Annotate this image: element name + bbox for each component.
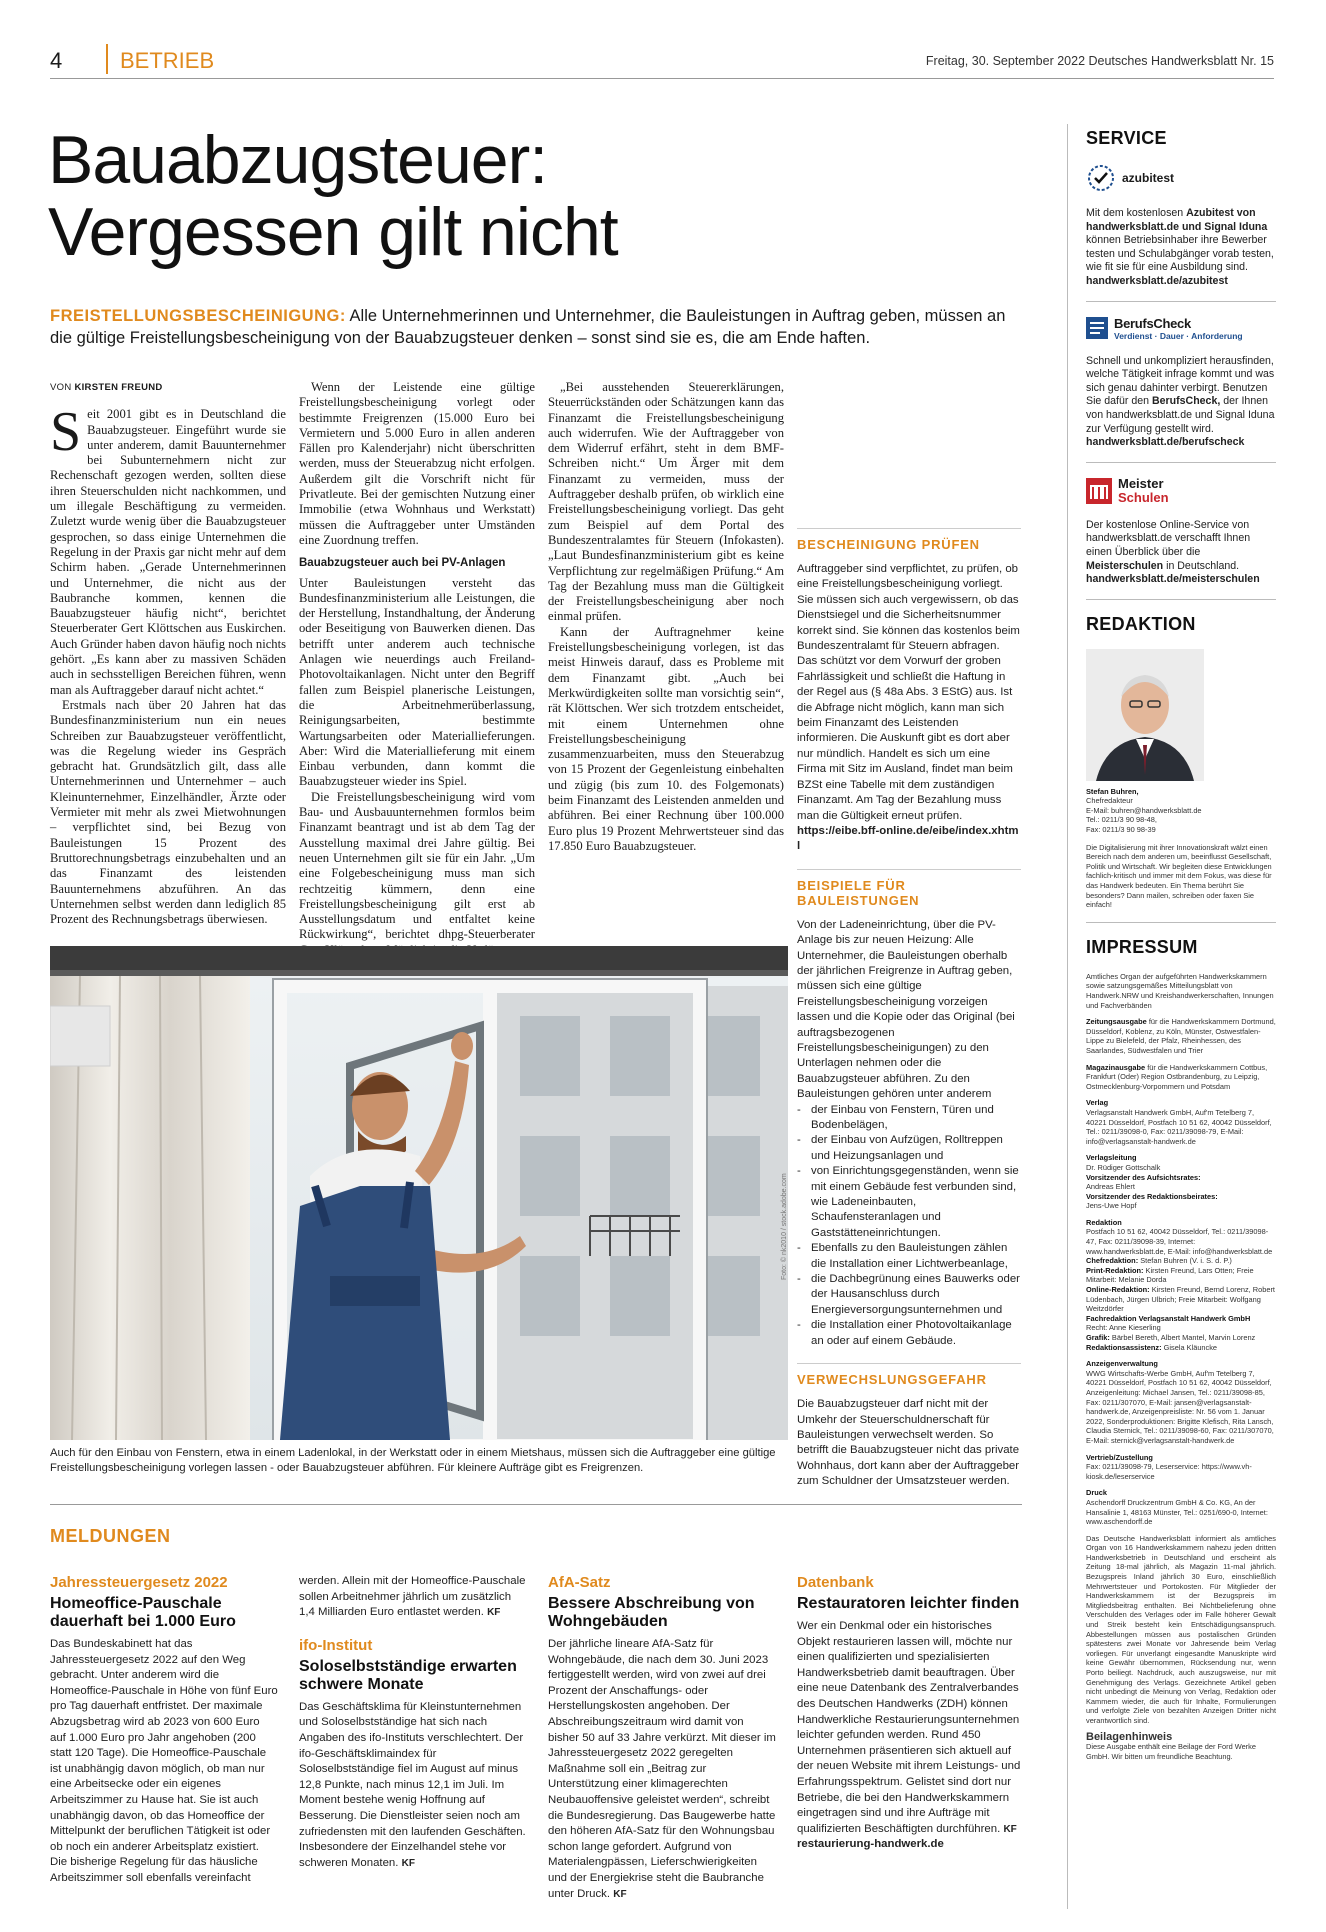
imp-value: Bärbel Bereth, Albert Mantel, Marvin Lorenz <box>1111 1333 1256 1342</box>
meister-post: in Deutschland. <box>1166 559 1240 572</box>
imp-value: Gisela Kläuncke <box>1163 1342 1218 1352</box>
imp-redaktion <box>1086 1218 1276 1352</box>
list-item: - von Einrichtungsgegenständen, wenn sie mit einem Gebäude fest verbunden sind, wie Ladeneinbauten, Schaufensteranlagen und Gaststätteneinrichtungen. <box>797 1164 1021 1241</box>
box-verwechslung-title: VERWECHSLUNGSGEFAHR <box>797 1363 1021 1387</box>
meldung-kicker: Datenbank <box>797 1574 874 1591</box>
imp-label: Online-Redaktion: <box>1086 1285 1150 1295</box>
paragraph-5: Die Freistellungsbescheinigung wird vom Bau- und Ausbauunternehmen formlos beim Finanzamt beantragt und ist ab dem Tag der Ausstellung maximal drei Jahre gültig. Bei neuen Unternehmen gilt sie für ein Jahr. „Um eine Folgebescheinigung muss man sich rechtzeitig kümmern, denn eine Freistellungsbescheinigung gilt erst ab Ausstellungsdatum und entfaltet keine Rückwirkung“, berichtet dhpg-Steuerberater <box>299 789 535 942</box>
impressum-heading: IMPRESSUM <box>1086 936 1198 957</box>
berufscheck-bold: BerufsCheck, <box>1151 395 1221 408</box>
lead-text: Alle Unternehmerinnen und Unternehmer, die Bauleistungen in Auftrag geben, müssen an die gültige Freistellungsbescheinigung von der Bauabzugsteuer denken – sonst sind sie es, die am Ende haften. <box>50 307 1006 347</box>
imp-leitung <box>1086 1153 1276 1211</box>
sidebar-rule <box>1086 301 1276 302</box>
paragraph-4: Unter Bauleistungen versteht das Bundesfinanzministerium alle Leistungen, die der Herstellung, Instandhaltung, der Änderung oder Beseitigung von Bauwerken dienen. Das betrifft unter anderem auch technische Anlagen wie neuerdings auch Freiland-Photovoltaikanlagen. Nicht unter den Begriff fallen zum Beispiel planerische Leistungen, die Arbeitnehmerüberlassung, Reinigungsarbeiten, bestimmte Wartungsarbeiten oder Materiallieferungen. Aber: Wird die Materiallieferung mit einem Einbau verbunden, dann kommt die Bauabzugsteuer wieder ins Spiel. <box>299 575 535 789</box>
imp-verlag <box>1086 1098 1276 1146</box>
meldung-continuation <box>299 1574 527 1621</box>
photo-credit: Foto: © nk2010 / stock.adobe.com <box>781 1173 788 1280</box>
headline-line-2: Vergessen gilt nicht <box>48 194 618 270</box>
imp-label: Zeitungsausgabe <box>1086 1017 1147 1027</box>
azubitest-post: können Betriebsinhaber ihre Bewerber testen und Schulabgänger vorab testen, wie fit sie für eine Ausbildung sind. <box>1086 234 1274 274</box>
imp-magazin <box>1086 1063 1276 1092</box>
box-bescheinigung-text: Auftraggeber sind verpflichtet, zu prüfen, ob eine Freistellungsbescheinigung vorliegt. Sie müssen sich auch vergewissern, ob das Dienstsiegel und die Sicherheitsnummer korrekt sind. Sie können das kostenlos beim Bundeszentralamt für Steuern abfragen. Das schützt vor dem Vorwurf der groben Fahrlässigkeit und schließt die Haftung in der Regel aus (§ 48a Abs. 3 EStG) aus. Ist die Abfrage nicht möglich, kann man sich beim Finanzamt des Leistenden informieren. Die Auskunft gibt es dort aber nur mündlich. Handelt es sich um eine Firma mit Sitz im Ausland, findet man beim BZSt eine Tabelle mit dem zuständigen Finanzamt. Am Tag der Bezahlung muss man die Gültigkeit erneut prüfen. <box>797 563 1020 822</box>
berufscheck-logo-text: BerufsCheck <box>1114 315 1191 331</box>
page-number: 4 <box>50 48 63 73</box>
imp-label: Fachredaktion Verlagsanstalt Handwerk GmbH <box>1086 1313 1251 1323</box>
service-heading: SERVICE <box>1086 128 1167 148</box>
box-bescheinigung-title: BESCHEINIGUNG PRÜFEN <box>797 528 1021 552</box>
meldung-body: Der jährliche lineare AfA-Satz für Wohngebäude, die nach dem 30. Juni 2023 fertiggestellt werden, wird von zwei auf drei Prozent der Anschaffungs- oder Herstellungskosten angehoben. Der Abschreibungszeitraum wird damit von bisher 50 auf 33 Jahre verkürzt. Mit dieser im Jahressteuergesetz 2022 geregelten Maßnahme soll ein „Beitrag zur Unterstützung einer klimagerechten Neubauoffensive geleistet werden“, schreibt die Bundesregierung. Das Baugewerbe hatte den höheren AfA-Satz für den Wohnungsbau schon lange gefordert. Aufgrund von Materialengpässen, Lieferschwierigkeiten und der Energiekrise steht die Baubranche unter Druck. <box>548 1638 776 1900</box>
paragraph-2: Erstmals nach über 20 Jahren hat das Bundesfinanzministerium nun ein neues Schreiben zur Bauabzugsteuer veröffentlicht, was die Regelung wieder ins Gespräch gebracht hat. Grundsätzlich gilt, dass alle Unternehmerinnen und Unternehmer – auch Kleinunternehmer, Einzelhändler, Ärzte oder Vermieter mit mehr als zwei Mietwohnungen – verpflichtet sind, bei Bezug von Bauleistungen 15 Prozent des Bruttorechnungsbetrags einzubehalten und an das Finanzamt des leistenden Bauunternehmens abzuführen. An das Unternehmen selbst werden dann lediglich 85 Prozent des Rechnungsbetrags überwiesen. <box>50 697 286 927</box>
imp-value: WWG Wirtschafts-Werbe GmbH, Auf'm Tetelberg 7, 40221 Düsseldorf, Postfach 10 51 62, 40042 Düsseldorf, Anzeigenleitung: Michael Jansen, Tel.: 0211/39098-85, Fax: 0211/307070, E-Mail: jansen@verlagsanstalt-handwerk.de, Anzeigenpreisliste: Nr. 56 vom 1. Januar 2022, Sonderproduktionen: Brigitte Klefisch, Rita Lansch, Claudia Sternick, Tel.: 0211/39098-60, Fax: 0211/307070, E-Mail: sternick@verlagsanstalt-handwerk.de <box>1086 1368 1274 1445</box>
beilagen-text: Diese Ausgabe enthält eine Beilage der Ford Werke GmbH. Wir bitten um freundliche Beachtung. <box>1086 1742 1256 1761</box>
imp-label: Verlagsleitung <box>1086 1153 1137 1163</box>
azubitest-logo <box>1086 163 1276 193</box>
author-tag: KF <box>613 1888 627 1900</box>
imp-value: Andreas Ehlert <box>1086 1182 1135 1192</box>
imp-value: Verlagsanstalt Handwerk GmbH, Auf'm Tetelberg 7, 40221 Düsseldorf, Postfach 10 51 62, 40042 Düsseldorf, Tel.: 0211/39098-0, Fax: 0211/39098-79, E-Mail: info@verlagsanstalt-handwerk.de <box>1086 1107 1272 1146</box>
meldung-body: Das Geschäftsklima für Kleinstunternehmen und Soloselbstständige hat sich nach Angaben des ifo-Instituts verschlechtert. Der ifo-Geschäftsklimaindex für Soloselbstständige fiel im August auf minus 12,8 Punkte, nach minus 12,1 im Juli. Im Moment bestehe wenig Hoffnung auf Besserung. Die Dienstleister seien noch am zufriedensten mit den laufenden Geschäften. Insbesondere der Einzelhandel stehe vor schweren Monaten. <box>299 1700 526 1869</box>
meisterschulen-icon <box>1086 478 1112 504</box>
sidebar-rule <box>1086 922 1276 923</box>
imp-anzeigen <box>1086 1359 1276 1445</box>
imp-druck <box>1086 1488 1276 1526</box>
meldung-title: Homeoffice-Pauschale dauerhaft bei 1.000 Euro <box>50 1595 236 1630</box>
meldung-text <box>797 1619 1025 1853</box>
box-verwechslung-text: Die Bauabzugsteuer darf nicht mit der Umkehr der Steuerschuldnerschaft für Bauleistungen verwechselt werden. So betrifft die Bauabzugsteuer nicht das private Wohnhaus, dort kann aber der Auftraggeber zum Schuldner der Umsatzsteuer werden. <box>797 1398 1020 1488</box>
meisterschulen-link[interactable]: handwerksblatt.de/meisterschulen <box>1086 573 1260 586</box>
meister-logo-1: Meister <box>1118 475 1164 491</box>
azubitest-text <box>1086 207 1276 289</box>
restaurierung-link[interactable]: restaurierung-handwerk.de <box>797 1838 944 1851</box>
article-column-3 <box>548 380 784 854</box>
imp-value: für die Handwerkskammern Dortmund, Düsseldorf, Koblenz, zu Köln, Münster, Ostwestfalen-Lippe zu Bielefeld, der Pfalz, Rheinhessen, des Saarlandes, Südwestfalen und Trier <box>1086 1017 1276 1055</box>
imp-label: Vorsitzender des Redaktionsbeirates: <box>1086 1191 1218 1201</box>
imp-value: Recht: Anne Kieserling <box>1086 1323 1161 1333</box>
editor-contact <box>1086 787 1276 910</box>
imp-label: Vorsitzender des Aufsichtsrates: <box>1086 1172 1201 1182</box>
box-beispiele <box>797 918 1021 1349</box>
meldung-body: Wer ein Denkmal oder ein historisches Objekt restaurieren lassen will, möchte nur einen qualifizierten und spezialisierten Handwerksbetrieb damit beauftragen. Über eine neue Datenbank des Zentralverbandes des Deutschen Handwerks (ZDH) können Handwerkliche Restaurierungsunternehmen leichter gefunden werden. Rund 450 Unternehmen präsentieren sich aktuell auf der neuen Website mit ihrem Leistungs- und Erfahrungsspektrum. Gelistet sind dort nur Betriebe, die bei den Handwerkskammern eingetragen sind und ihre Aufträge mit qualifizierten Beschäftigten durchführen. <box>797 1620 1021 1835</box>
imp-outro: Das Deutsche Handwerksblatt informiert als amtliches Organ von 16 Handwerkskammern nahezu jeden dritten Handwerksbetrieb in Deutschland und erscheint als Zeitung 18-mal jährlich, als Magazin 11-mal jährlich. Bezugspreis Inland jährlich 30 Euro, einschließlich Mehrwertsteuer und Portokosten. Für Mitglieder der Handwerkskammern ist der Bezugspreis im Mitgliedsbeitrag enthalten. Bei Nichtbelieferung ohne Verschulden des Verlages oder im Falle höherer Gewalt und Streik besteht kein Entschädigungsanspruch. Abbestellungen müssen aus postalischen Gründen spätestens zwei Monate vor Jahresende beim Verlag vorliegen. Für unverlangt eingesandte Manuskripte wird keine Gewähr übernommen, Rücksendung nur, wenn Porto beiliegt. Nachdruck, auch auszugsweise, nur mit Genehmigung des Verlags. Gezeichnete Artikel geben nicht unbedingt die Meinung von Verlag, Redaktion oder Kammern wieder, die auch für Inhalte, Formulierungen und verfolgte Ziele von bezahlten Anzeigen Dritter nicht verantwortlich sind. <box>1086 1533 1276 1725</box>
meldung-text <box>548 1637 776 1902</box>
header-divider <box>106 44 108 74</box>
imp-value: Kirsten Freund, Lars Otten; Freie Mitarbeit: Melanie Dorda <box>1086 1265 1254 1285</box>
meisterschulen-logo <box>1086 477 1276 505</box>
headline <box>48 124 1028 268</box>
lead-kicker: FREISTELLUNGSBESCHEINIGUNG: <box>50 307 346 325</box>
imp-label: Magazinausgabe <box>1086 1062 1146 1072</box>
meister-pre: Der kostenlose Online-Service von handwerksblatt.de verschafft Ihnen einen Überblick über die <box>1086 518 1251 558</box>
azubitest-bold: Azubitest von handwerksblatt.de und Signal Iduna <box>1086 207 1268 233</box>
paragraph-1 <box>50 401 286 698</box>
imp-value: Dr. Rüdiger Gottschalk <box>1086 1162 1161 1172</box>
meldung-title: Bessere Abschreibung von Wohngebäuden <box>548 1595 755 1630</box>
imp-value: für die Handwerkskammern Cottbus, Frankfurt (Oder) Region Ostbrandenburg, zu Leipzig, Ostmecklenburg-Vorpommern und Potsdam <box>1086 1062 1268 1091</box>
imp-value: Stefan Buhren (V. i. S. d. P.) <box>1140 1256 1232 1266</box>
meldung-kicker: Jahressteuergesetz 2022 <box>50 1574 228 1591</box>
meldung-ifo <box>299 1574 527 1871</box>
berufscheck-text <box>1086 355 1276 450</box>
editor-portrait <box>1086 649 1204 781</box>
window-installer-illustration <box>50 946 788 1440</box>
paragraph-1-text: eit 2001 gibt es in Deutschland die Bauabzugsteuer. Eingeführt wurde sie unter anderem, damit Bauunternehmer bei Subunternehmern nicht zur Rechenschaft gezogen werden, sollten diese ihren Steuerschulden nicht nachkommen, und um illegale Beschäftigung zu vermeiden. Zuletzt wurde wenig über die Bauabzugsteuer gesprochen, so dass einige Unternehmen die Regelung in der Praxis gar nicht mehr auf dem Schirm haben. „Gerade Unternehmerinnen und Unternehmer, die nicht aus der Baubranche kommen, kennen die Bauabzugsteuer häufig nicht“, berichtet Steuerberater Gert Klöttschen aus Euskirchen. Auch Gründer haben davon häufig noch nichts gehört. „Es kann aber zu massiven Schäden auch in sechsstelligen Bereichen führen, wenn man als Auftraggeber darauf nicht achtet.“ <box>50 407 286 697</box>
meister-bold: Meisterschulen <box>1086 559 1164 572</box>
headline-line-1: Bauabzugsteuer: <box>48 122 548 198</box>
editor-note: Die Digitalisierung mit ihrer Innovationskraft wälzt einen Bereich nach dem anderen um, beeinflusst Gesellschaft, Politik und Wirtschaft. Wir begleiten diese Entwicklungen fachlich-kritisch und immer mit dem Fokus, was diese für das Handwerk bedeuten. Ein Thema berührt Sie besonders? Dann mailen, schreiben oder faxen Sie einfach! <box>1086 842 1272 910</box>
article-column-1 <box>50 380 286 927</box>
imp-vertrieb <box>1086 1453 1276 1482</box>
azubitest-icon <box>1086 163 1116 193</box>
meldung-kicker: ifo-Institut <box>299 1636 373 1654</box>
berufscheck-logo <box>1086 316 1276 341</box>
imp-value: Fax: 0211/39098-79, Leserservice: https://www.vh-kiosk.de/leserservice <box>1086 1462 1252 1481</box>
editor-tel: Tel.: 0211/3 90 98-48, <box>1086 815 1157 825</box>
imp-value: Kirsten Freund, Bernd Lorenz, Robert Lüdenbach, Jürgen Ulbrich; Freie Mitarbeit: Wolfgang Weitzdörfer <box>1086 1285 1275 1314</box>
berufscheck-post: der Ihnen von handwerksblatt.de und Signal Iduna zur Verfügung gestellt wird. <box>1086 395 1275 435</box>
sidebar-rule <box>1086 599 1276 600</box>
meldungen-rule <box>50 1504 1022 1505</box>
meldungen-heading: MELDUNGEN <box>50 1526 171 1546</box>
imp-label: Print-Redaktion: <box>1086 1265 1144 1275</box>
editor-fax: Fax: 0211/3 90 98-39 <box>1086 825 1156 835</box>
lead-paragraph <box>50 305 1030 349</box>
imp-label: Chefredaktion: <box>1086 1256 1139 1266</box>
imp-label: Vertrieb/Zustellung <box>1086 1452 1153 1462</box>
beilagen-heading: Beilagenhinweis <box>1086 1730 1173 1743</box>
imp-label: Redaktion <box>1086 1217 1122 1227</box>
dropcap: S <box>50 401 82 464</box>
impressum-text <box>1086 972 1276 1762</box>
berufscheck-pre: Schnell und unkompliziert herausfinden, welche Tätigkeit infrage kommt und was sich genau dahinter verbirgt. Benutzen Sie dafür den <box>1086 354 1275 408</box>
header-rule <box>50 78 1274 79</box>
byline-author: KIRSTEN FREUND <box>74 382 163 393</box>
azubitest-pre: Mit dem kostenlosen <box>1086 207 1184 219</box>
imp-label: Druck <box>1086 1488 1107 1498</box>
meister-logo-2: Schulen <box>1118 489 1169 505</box>
bauleistungen-list <box>797 1103 1021 1350</box>
meldung-title: Soloselbstständige erwarten schwere Monate <box>299 1657 517 1693</box>
article-photo <box>50 946 788 1440</box>
list-item: - die Dachbegrünung eines Bauwerks oder der Hausanschluss durch Energieversorgungsunternehmen und <box>797 1272 1021 1318</box>
meldung-cont-text: werden. Allein mit der Homeoffice-Pauschale sollen Arbeitnehmer jährlich um zusätzlich 1,4 Milliarden Euro entlastet werden. <box>299 1575 526 1619</box>
meldung-text: Das Bundeskabinett hat das Jahressteuergesetz 2022 auf den Weg gebracht. Unter anderem wird die Homeoffice-Pauschale in Höhe von fünf Euro pro Tag dauerhaft entfristet. Der maximale Abzugsbetrag wird ab 2023 von 600 Euro auf 1.000 Euro pro Jahr angehoben (200 statt 120 Tage). Die Homeoffice-Pauschale ist unabhängig davon möglich, ob man nur eine Arbeitsecke oder ein eigenes Arbeitszimmer zu Hause hat. Sie ist auch unabhängig davon, ob das Homeoffice der Mittelpunkt der beruflichen Tätigkeit ist oder ob noch ein anderer Arbeitsplatz existiert. Die bisherige Regelung für das häusliche Arbeitszimmer soll ebenfalls vereinfacht <box>50 1638 278 1884</box>
meldung-text <box>299 1700 527 1872</box>
sidebar-rule <box>1086 462 1276 463</box>
berufscheck-sub: Verdienst · Dauer · Anforderung <box>1114 330 1243 341</box>
photo-caption: Auch für den Einbau von Fenstern, etwa in einem Ladenlokal, in der Werkstatt oder in einem Mietshaus, müssen sich die Auftraggeber eine gültige Freistellungsbescheinigung vorlegen lassen - oder Bauabzugsteuer abführen. Für kleinere Aufträge gibt es Freigrenzen. <box>50 1447 776 1474</box>
box-beispiele-title: BEISPIELE FÜR BAULEISTUNGEN <box>797 869 1021 908</box>
imp-value: Postfach 10 51 62, 40042 Düsseldorf, Tel.: 0211/39098-47, Fax: 0211/39098-39, Internet: www.handwerksblatt.de, E-Mail: info@handwerksblatt.de <box>1086 1227 1273 1256</box>
box-bescheinigung <box>797 562 1021 855</box>
eibe-link[interactable]: https://eibe.bff-online.de/eibe/index.xhtml <box>797 824 1019 853</box>
berufscheck-icon <box>1086 317 1108 339</box>
meisterschulen-text <box>1086 519 1276 587</box>
imp-label: Verlag <box>1086 1098 1109 1108</box>
meldung-afa <box>548 1574 776 1902</box>
imp-label: Redaktionsassistenz: <box>1086 1342 1162 1352</box>
paragraph-6: „Bei ausstehenden Steuererklärungen, Steuerrückständen oder Schätzungen kann das Finanzamt die Freistellungsbescheinigung auch widerrufen. Wie der Auftraggeber von dem Widerruf erfährt, steht in dem BMF-Schreiben nicht.“ Um Ärger mit dem Finanzamt zu vermeiden, muss der Auftraggeber deshalb prüfen, ob wirklich eine Freistellungsbescheinigung vorliegt. Das geht zum Beispiel auf dem Portal des Bundeszentralamtes für Steuern (Infokasten). „Laut Bundesfinanzministerium gibt es keine Verpflichtung zur regelmäßigen Prüfung.“ Am Tag der Bezahlung muss man die Gültigkeit der Freistellungsbescheinigung aber noch einmal prüfen. <box>548 380 784 624</box>
subheading-pv: Bauabzugsteuer auch bei PV-Anlagen <box>299 557 506 570</box>
editor-role: Chefredakteur <box>1086 796 1133 806</box>
paragraph-3: Wenn der Leistende eine gültige Freistellungsbescheinigung vorlegt oder bestimmte Freigrenzen (15.000 Euro bei Vermietern und 5.000 Euro in allen anderen Fällen pro Kalenderjahr) nicht überschritten werden, muss der Steuerabzug nicht erfolgen. Außerdem gilt die Vorschrift nicht für Privatleute. Bei der gemischten Nutzung einer Immobilie (etwa Wohnhaus und Werkstatt) müssen die Auftraggeber unter Umständen eine Zuordnung treffen. <box>299 380 535 547</box>
imp-intro: Amtliches Organ der aufgeführten Handwerkskammern sowie satzungsgemäßes Mitteilungsblatt von Handwerk.NRW und Kreishandwerkerschaften, Innungen und Fachverbänden <box>1086 971 1274 1010</box>
dateline: Freitag, 30. September 2022 Deutsches Handwerksblatt Nr. 15 <box>925 54 1274 68</box>
azubitest-link[interactable]: handwerksblatt.de/azubitest <box>1086 274 1228 287</box>
imp-zeitung <box>1086 1017 1276 1055</box>
editor-email[interactable]: E-Mail: buhren@handwerksblatt.de <box>1086 805 1202 815</box>
imp-label: Anzeigenverwaltung <box>1086 1359 1158 1369</box>
meldung-datenbank <box>797 1574 1025 1853</box>
imp-label: Grafik: <box>1086 1333 1110 1342</box>
meldung-kicker: AfA-Satz <box>548 1574 611 1591</box>
author-tag: KF <box>1003 1823 1017 1835</box>
imp-value: Aschendorff Druckzentrum GmbH & Co. KG, An der Hansalinie 1, 48163 Münster, Tel.: 0251/690-0, Internet: www.aschendorff.de <box>1086 1497 1268 1527</box>
author-tag: KF <box>401 1857 415 1869</box>
sidebar-divider <box>1067 124 1068 1909</box>
azubitest-logo-text: azubitest <box>1122 171 1175 185</box>
list-item: - Ebenfalls zu den Bauleistungen zählen die Installation einer Lichtwerbeanlage, <box>797 1241 1021 1272</box>
list-item: - die Installation einer Photovoltaikanlage an oder auf einem Gebäude. <box>797 1318 1021 1349</box>
box-beispiele-intro: Von der Ladeneinrichtung, über die PV-Anlage bis zur neuen Heizung: Alle Unternehmer, die Bauleistungen oberhalb der jährlichen Freigrenze in Auftrag geben, müssen sich eine gültige Freistellungsbescheinigung vorzeigen lassen und die Kopie oder das Original (bei auftragsbezogenen Freistellungsbescheinigungen) zu den Unterlagen nehmen oder die Bauabzugsteuer abführen. Zu den Bauleistungen gehören unter anderem <box>797 918 1015 1101</box>
sidebar <box>1086 128 1276 1768</box>
list-item: - der Einbau von Fenstern, Türen und Bodenbelägen, <box>797 1103 1021 1134</box>
byline <box>50 380 286 395</box>
section-label: BETRIEB <box>120 48 215 73</box>
redaktion-heading: REDAKTION <box>1086 613 1196 634</box>
info-column <box>797 380 1021 1490</box>
meldung-title: Restauratoren leichter finden <box>797 1595 1020 1612</box>
byline-von: VON <box>50 382 72 393</box>
imp-value: Jens-Uwe Hopf <box>1086 1201 1137 1211</box>
editor-name: Stefan Buhren, <box>1086 786 1139 796</box>
author-tag: KF <box>487 1607 501 1619</box>
list-item: - der Einbau von Aufzügen, Rolltreppen und Heizungsanlagen und <box>797 1133 1021 1164</box>
meldung-homeoffice <box>50 1574 278 1887</box>
berufscheck-link[interactable]: handwerksblatt.de/berufscheck <box>1086 436 1245 449</box>
paragraph-7: Kann der Auftragnehmer keine Freistellungsbescheinigung vorlegen, ist das meist Hinweis darauf, dass es Probleme mit dem Finanzamt gibt. „Auch bei Merkwürdigkeiten sollte man vorsichtig sein“, rät Klöttschen. Wer sich trotzdem entscheidet, mit einem Unternehmen ohne Freistellungsbescheinigung zusammenzuarbeiten, muss den Steuerabzug von 15 Prozent der Gegenleistung einbehalten und zügig (bis zum 10. des Folgemonats) beim Finanzamt des Leistenden anmelden und abführen. Bei einer Rechnung über 100.000 Euro plus 19 Prozent Mehrwertsteuer sind das 17.850 Euro Bauabzugsteuer. <box>548 624 784 853</box>
